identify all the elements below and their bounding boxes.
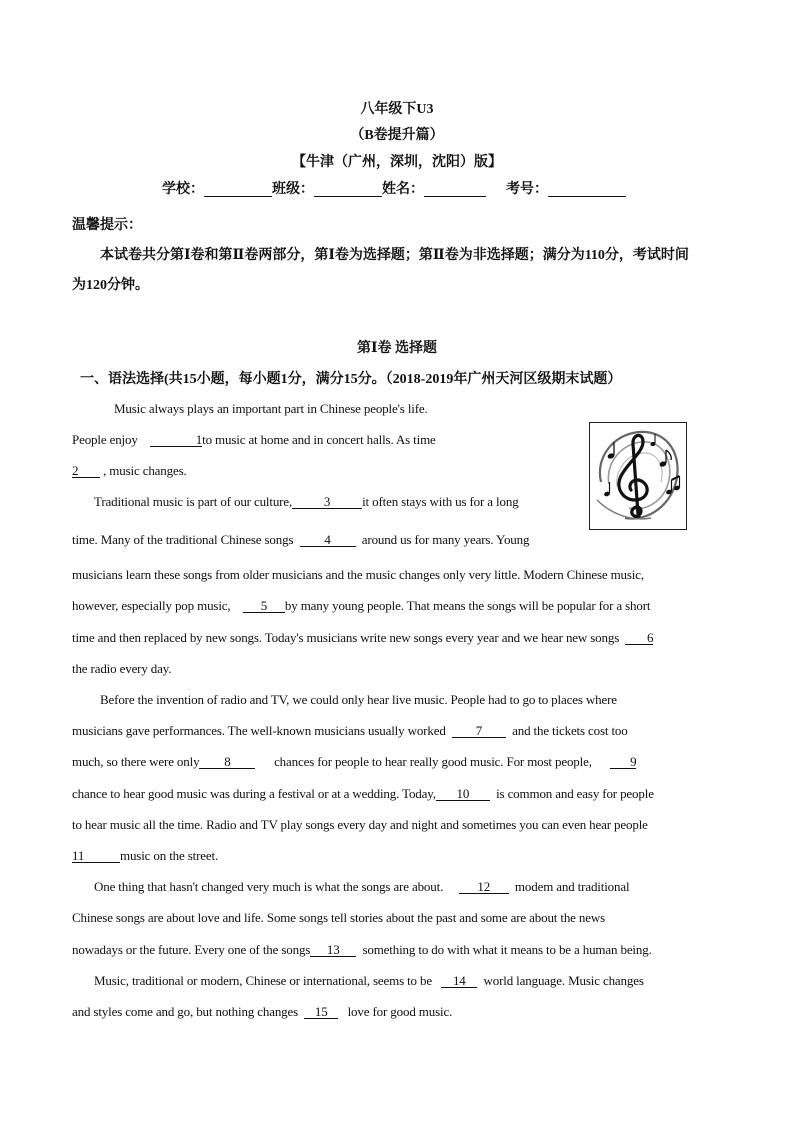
tips-heading: 温馨提示： [72,218,142,233]
tips-line-2: 为120分钟。 [72,278,149,293]
class-blank [314,183,382,197]
passage-line: much, so there were only 8 chances for people to hear really good music. For most people, 9 [72,754,637,769]
worksheet-title: 八年级下U3 [360,102,434,117]
passage-line: 11 music on the street. [72,848,219,863]
student-info-row [162,178,626,198]
school-label: 学校： [162,182,204,197]
worksheet-subtitle: （B卷提升篇） [350,128,444,143]
answer-blank-14[interactable]: 14 [441,974,477,988]
answer-blank-15[interactable]: 15 [304,1005,338,1019]
answer-blank-5[interactable]: 5 [243,599,285,613]
answer-blank-8[interactable]: 8 [199,755,255,769]
answer-blank-6[interactable]: 6 [625,631,653,645]
passage-line: musicians gave performances. The well-known musicians usually worked 7 and the tickets cost too [72,723,628,738]
passage-line: and styles come and go, but nothing changes 15 love for good music. [72,1004,453,1019]
answer-blank-3[interactable]: 3 [292,495,362,509]
passage-line: Chinese songs are about love and life. Some songs tell stories about the past and some are about the news [72,910,606,925]
passage-line: time. Many of the traditional Chinese songs 4 around us for many years. Young [72,532,530,547]
answer-blank-13[interactable]: 13 [310,943,356,957]
answer-blank-12[interactable]: 12 [459,880,509,894]
passage-line: time and then replaced by new songs. Today's musicians write new songs every year and we hear new songs 6 [72,630,654,645]
answer-blank-2[interactable]: 2 [72,464,100,478]
edition-label: 【牛津（广州，深圳，沈阳）版】 [292,155,502,170]
answer-blank-9[interactable]: 9 [610,755,636,769]
passage-line: chance to hear good music was during a festival or at a wedding. Today, 10 is common and easy for people [72,786,654,801]
passage-line: musicians learn these songs from older musicians and the music changes only very little. Modern Chinese music, [72,567,644,582]
answer-blank-11[interactable]: 11 [72,849,120,863]
section-title: 第Ⅰ卷 选择题 [356,341,438,356]
passage-line: nowadays or the future. Every one of the songs 13 something to do with what it means to be a human being. [72,942,652,957]
exam-no-blank [548,183,626,197]
part-heading: 一、语法选择(共15小题，每小题1分，满分15分。（2018-2019年广州天河区级期末试题） [80,372,622,387]
passage-line: Before the invention of radio and TV, we could only hear live music. People had to go to places where [100,692,617,707]
class-label: 班级： [272,182,314,197]
answer-blank-4[interactable]: 4 [300,533,356,547]
passage-line: the radio every day. [72,661,172,676]
school-blank [204,183,272,197]
tips-line-1: 本试卷共分第Ⅰ卷和第Ⅱ卷两部分，第Ⅰ卷为选择题；第Ⅱ卷为非选择题；满分为110分，考试时间 [100,248,689,263]
passage-line: Traditional music is part of our culture, 3 it often stays with us for a long [94,494,519,509]
name-label: 姓名： [382,182,424,197]
passage-line: People enjoy 1to music at home and in concert halls. As time [72,432,436,447]
passage-line: Music always plays an important part in Chinese people's life. [114,401,428,416]
passage-line: however, especially pop music, 5 by many young people. That means the songs will be popular for a short [72,598,651,613]
exam-no-label: 考号： [506,182,548,197]
passage-line: 2 , music changes. [72,463,187,478]
passage-line: Music, traditional or modern, Chinese or international, seems to be 14 world language. Music changes [94,973,644,988]
passage-line: One thing that hasn't changed very much is what the songs are about. 12 modem and traditional [94,879,630,894]
answer-blank-1[interactable]: 1 [150,433,202,447]
music-clef-image [589,422,687,530]
name-blank [424,183,486,197]
answer-blank-7[interactable]: 7 [452,724,506,738]
passage-line: to hear music all the time. Radio and TV play songs every day and night and sometimes you can even hear people [72,817,648,832]
answer-blank-10[interactable]: 10 [436,787,490,801]
